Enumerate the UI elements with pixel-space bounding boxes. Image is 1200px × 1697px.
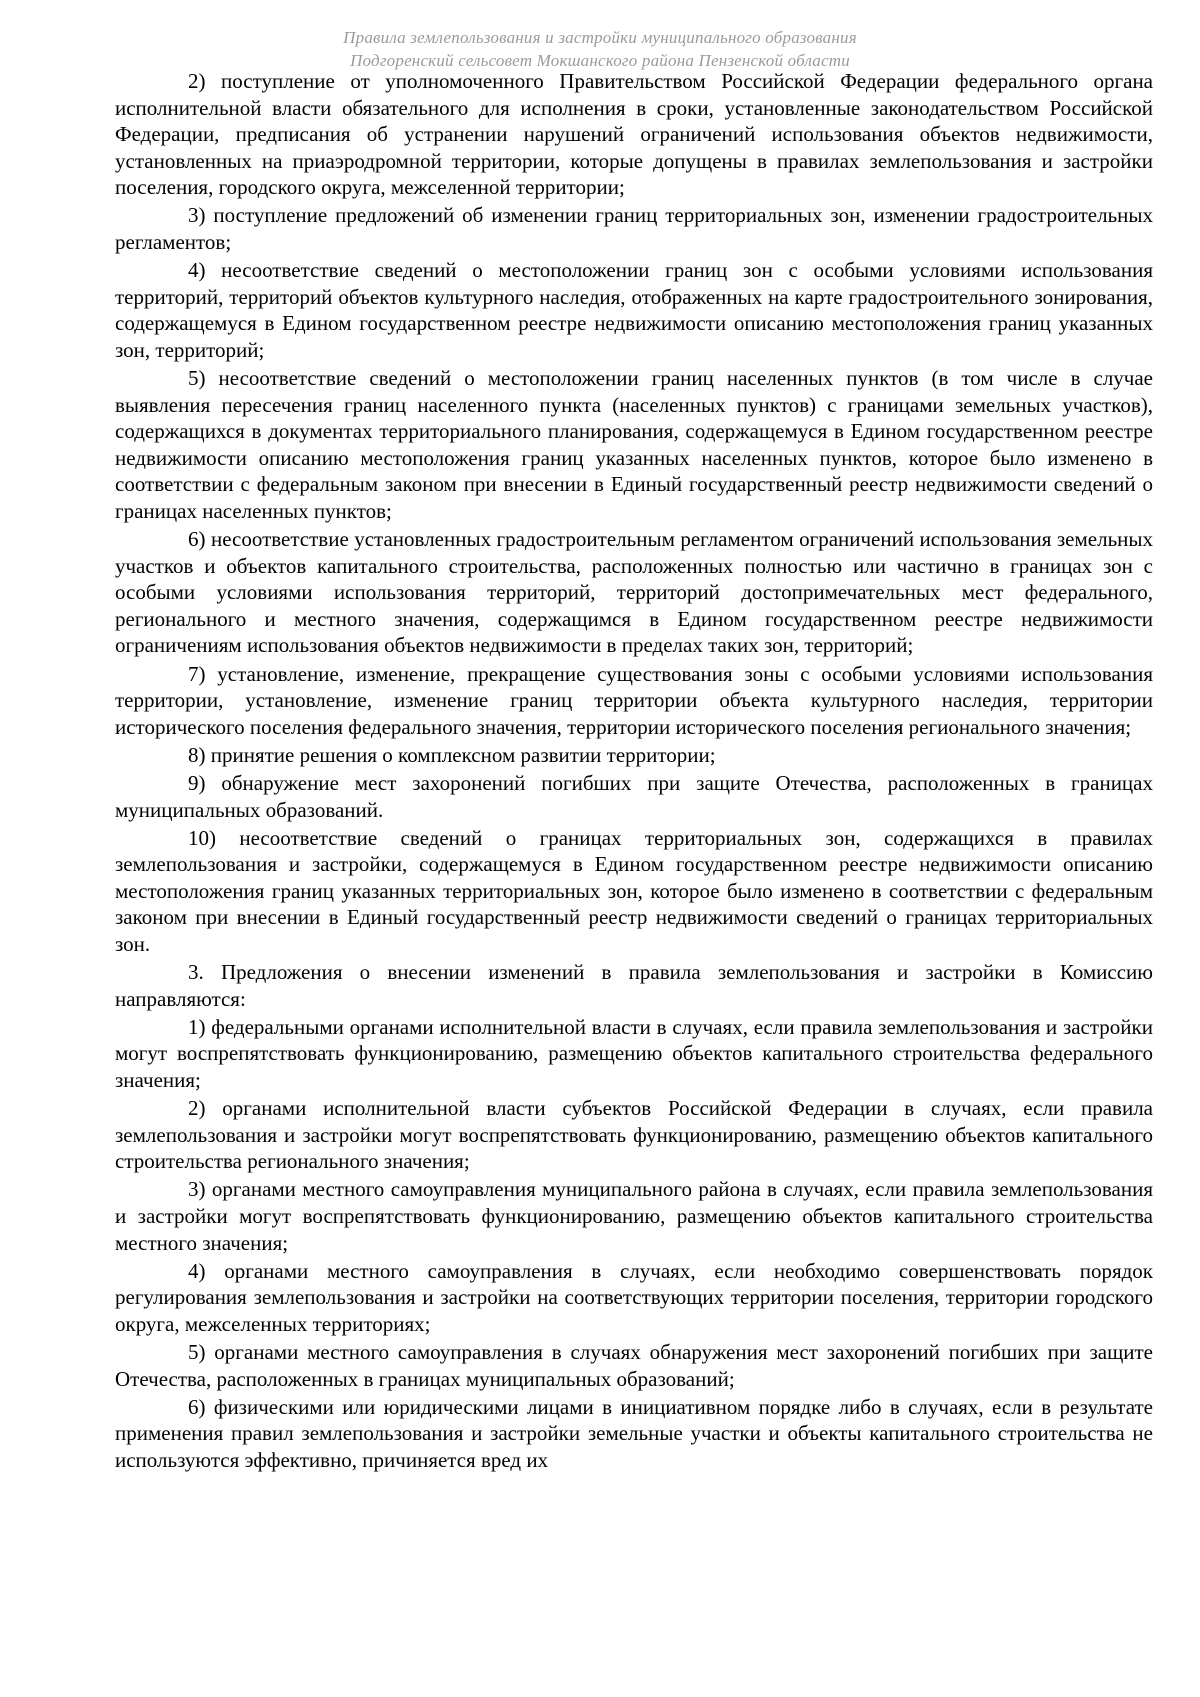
paragraph: 4) несоответствие сведений о местоположении границ зон с особыми условиями использования территорий, территорий объектов культурного наследия, отображенных на карте градостроительного зонирования, содержащемуся в Едином государственном реестре недвижимости описанию местоположения границ указанных зон, территорий; — [115, 258, 1153, 362]
paragraph: 2) поступление от уполномоченного Правительством Российской Федерации федерального органа исполнительной власти обязательного для исполнения в сроки, установленные законодательством Российской Федерации, предписания об устранении нарушений ограничений использования объектов недвижимости, установленных на приаэродромной территории, которые допущены в правилах землепользования и застройки поселения, городского округа, межселенной территории; — [115, 69, 1153, 200]
paragraph: 6) физическими или юридическими лицами в инициативном порядке либо в случаях, если в результате применения правил землепользования и застройки земельные участки и объекты капитального строительства не используются эффективно, причиняется вред их — [115, 1394, 1153, 1472]
paragraph: 6) несоответствие установленных градостроительным регламентом ограничений использования земельных участков и объектов капитального строительства, расположенных полностью или частично в границах зон с особыми условиями использования территорий, территорий достопримечательных мест федерального, регионального и местного значения, содержащимся в Едином государственном реестре недвижимости ограничениям использования объектов недвижимости в пределах таких зон, территорий; — [115, 527, 1153, 658]
header-line-2: Подгоренский сельсовет Мокшанского района Пензенской области — [350, 51, 850, 70]
paragraph: 3) поступление предложений об изменении границ территориальных зон, изменении градостроительных регламентов; — [115, 203, 1153, 255]
paragraph: 7) установление, изменение, прекращение существования зоны с особыми условиями использования территории, установление, изменение границ территории объекта культурного наследия, территории исторического поселения федерального значения, территории исторического поселения регионального значения; — [115, 661, 1153, 739]
page-header — [0, 26, 1200, 72]
paragraph: 1) федеральными органами исполнительной власти в случаях, если правила землепользования и застройки могут воспрепятствовать функционированию, размещению объектов капитального строительства федерального значения; — [115, 1014, 1153, 1092]
paragraph: 4) органами местного самоуправления в случаях, если необходимо совершенствовать порядок регулирования землепользования и застройки на соответствующих территории поселения, территории городского округа, межселенных территориях; — [115, 1258, 1153, 1336]
document-body — [115, 68, 1153, 1475]
paragraph: 9) обнаружение мест захоронений погибших при защите Отечества, расположенных в границах муниципальных образований. — [115, 770, 1153, 822]
paragraph: 5) несоответствие сведений о местоположении границ населенных пунктов (в том числе в случае выявления пересечения границ населенного пункта (населенных пунктов) с границами земельных участков), содержащихся в документах территориального планирования, содержащемуся в Едином государственном реестре недвижимости описанию местоположения границ указанных населенных пунктов, которое было изменено в соответствии с федеральным законом при внесении в Единый государственный реестр недвижимости сведений о границах населенных пунктов; — [115, 366, 1153, 523]
paragraph: 2) органами исполнительной власти субъектов Российской Федерации в случаях, если правила землепользования и застройки могут воспрепятствовать функционированию, размещению объектов капитального строительства регионального значения; — [115, 1096, 1153, 1174]
paragraph: 5) органами местного самоуправления в случаях обнаружения мест захоронений погибших при защите Отечества, расположенных в границах муниципальных образований; — [115, 1339, 1153, 1391]
paragraph: 3) органами местного самоуправления муниципального района в случаях, если правила землепользования и застройки могут воспрепятствовать функционированию, размещению объектов капитального строительства местного значения; — [115, 1177, 1153, 1255]
paragraph: 3. Предложения о внесении изменений в правила землепользования и застройки в Комиссию направляются: — [115, 960, 1153, 1011]
header-line-1: Правила землепользования и застройки муниципального образования — [343, 28, 857, 47]
paragraph: 8) принятие решения о комплексном развитии территории; — [188, 742, 716, 767]
paragraph: 10) несоответствие сведений о границах территориальных зон, содержащихся в правилах землепользования и застройки, содержащемуся в Едином государственном реестре недвижимости описанию местоположения границ указанных территориальных зон, которое было изменено в соответствии с федеральным законом при внесении в Единый государственный реестр недвижимости сведений о границах территориальных зон. — [115, 825, 1153, 956]
